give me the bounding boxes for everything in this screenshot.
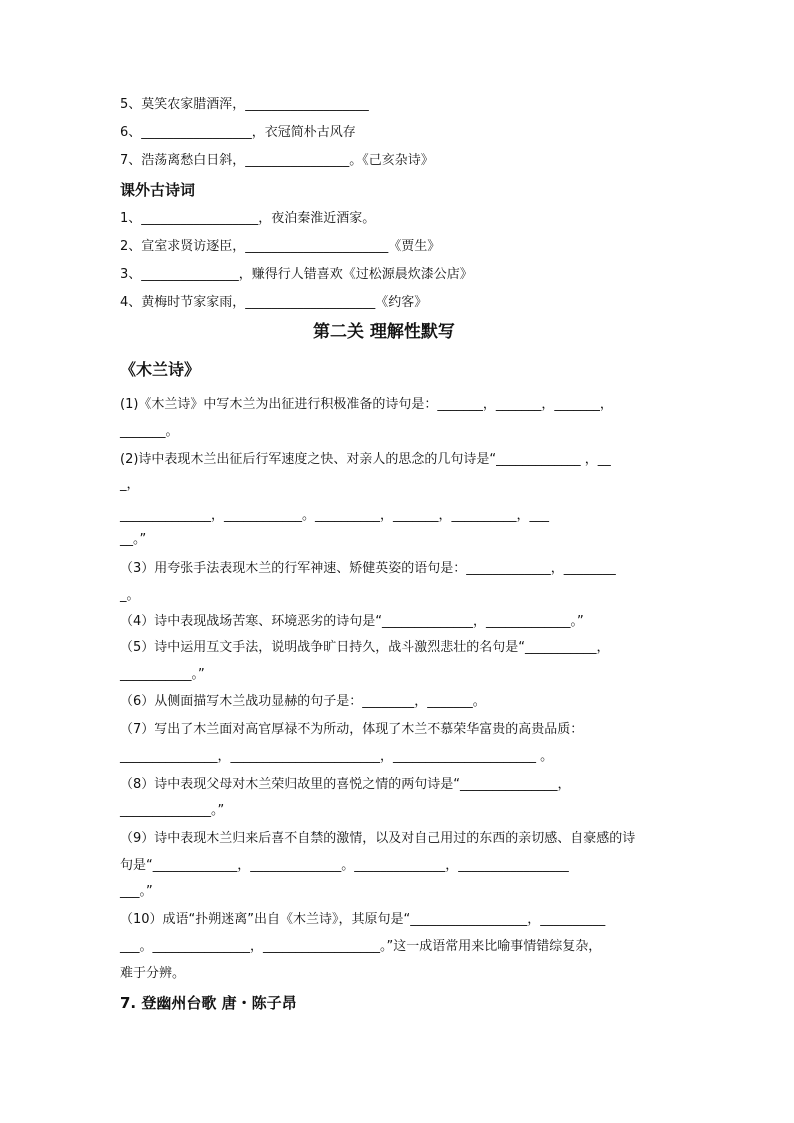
- mulan-heading: 《木兰诗》: [120, 360, 201, 379]
- q1-line-b: _______。: [120, 424, 179, 439]
- q5-line-b: ___________。”: [120, 667, 205, 682]
- q10-line-b: ___。_______________，__________________。”这一成语常用来比喻事情错综复杂，: [120, 939, 602, 954]
- poem-7-heading: 7. 登幽州台歌 唐・陈子昂: [120, 994, 297, 1012]
- q9-line-a: （9）诗中表现木兰归来后喜不自禁的激情，以及对自己用过的东西的亲切感、自豪感的诗: [120, 831, 636, 846]
- extra-line-3: 3、_______________，赚得行人错喜欢《过松源晨炊漆公店》: [120, 267, 473, 282]
- q10-line-c: 难于分辨。: [120, 966, 186, 981]
- line-7: 7、浩荡离愁白日斜，________________。《己亥杂诗》: [120, 153, 434, 168]
- q2-line-c: ______________，____________。__________，_______，__________，___: [120, 508, 549, 523]
- q8-line-b: ______________。”: [120, 803, 225, 818]
- line-6: 6、_________________，衣冠简朴古风存: [120, 125, 356, 140]
- extra-line-4: 4、黄梅时节家家雨，____________________《约客》: [120, 295, 428, 310]
- q3-line-b: _。: [120, 588, 140, 603]
- extra-line-2: 2、宣室求贤访逐臣，______________________《贾生》: [120, 239, 441, 254]
- q6-line: （6）从侧面描写木兰战功显赫的句子是：________，_______。: [120, 694, 486, 709]
- line-5: 5、莫笑农家腊酒浑，___________________: [120, 97, 369, 112]
- q9-line-c: ___。”: [120, 884, 153, 899]
- q1-line-a: (1)《木兰诗》中写木兰为出征进行积极准备的诗句是：_______，_______，_______，: [120, 397, 613, 412]
- q2-line-d: __。”: [120, 532, 147, 547]
- q7-line-b: _______________，_______________________，______________________ 。: [120, 749, 554, 764]
- q3-line-a: （3）用夸张手法表现木兰的行军神速、矫健英姿的语句是：_____________，________: [120, 561, 616, 576]
- q9-line-b: 句是“_____________，______________。______________，_________________: [120, 858, 569, 873]
- level-two-title: 第二关 理解性默写: [313, 322, 455, 342]
- q7-line-a: （7）写出了木兰面对高官厚禄不为所动，体现了木兰不慕荣华富贵的高贵品质：: [120, 722, 584, 737]
- q8-line-a: （8）诗中表现父母对木兰荣归故里的喜悦之情的两句诗是“_______________，: [120, 777, 571, 792]
- q5-line-a: （5）诗中运用互文手法，说明战争旷日持久，战斗激烈悲壮的名句是“___________，: [120, 640, 610, 655]
- q4-line: （4）诗中表现战场苦寒、环境恶劣的诗句是“______________，_____________。”: [120, 614, 584, 629]
- section-heading-extra-poems: 课外古诗词: [120, 181, 196, 199]
- q10-line-a: （10）成语“扑朔迷离”出自《木兰诗》，其原句是“__________________，__________: [120, 912, 606, 927]
- q2-line-a: (2)诗中表现木兰出征后行军速度之快、对亲人的思念的几句诗是“_____________ ，__: [120, 452, 611, 467]
- extra-line-1: 1、__________________，夜泊秦淮近酒家。: [120, 211, 376, 226]
- q2-line-b: _，: [120, 477, 140, 492]
